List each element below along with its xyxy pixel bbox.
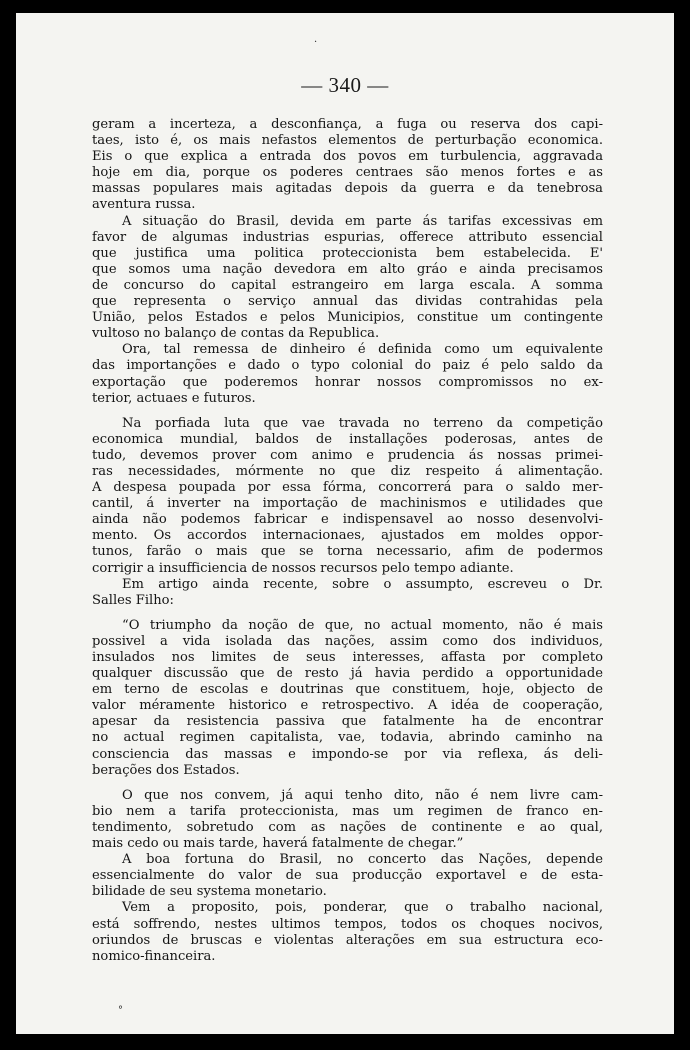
book-page <box>16 13 674 1034</box>
text-line: A boa fortuna do Brasil, no concerto das Nações, depende <box>122 852 603 868</box>
paragraph <box>92 416 603 577</box>
paragraph <box>92 577 603 609</box>
text-line: cantil, á inverter na importação de machinismos e utilidades que <box>92 496 603 512</box>
text-line: bilidade de seu systema monetario. <box>92 884 327 900</box>
text-line: mais cedo ou mais tarde, haverá fatalmente de chegar.” <box>92 836 464 852</box>
paragraph-gap <box>92 407 603 416</box>
text-line: que somos uma nação devedora em alto gráo e ainda precisamos <box>92 261 603 277</box>
text-line: insulados nos limites de seus interesses, affasta por completo <box>92 650 603 665</box>
text-line: hoje em dia, porque os poderes centraes são menos fortes e as <box>92 165 603 181</box>
text-line: exportação que poderemos honrar nossos compromissos no ex- <box>92 374 603 390</box>
text-line: terior, actuaes e futuros. <box>92 390 256 406</box>
text-line: aventura russa. <box>92 197 196 213</box>
paragraph <box>92 852 603 900</box>
text-line: tudo, devemos prover com animo e prudencia ás nossas primei- <box>92 447 603 463</box>
paragraph-gap <box>92 779 603 788</box>
paragraph <box>92 788 603 852</box>
text-line: em terno de escolas e doutrinas que constituem, hoje, objecto de <box>92 682 603 698</box>
text-line: apesar da resistencia passiva que fatalmente ha de encontrar <box>92 714 603 730</box>
body-text <box>92 117 603 965</box>
text-line: que representa o serviço annual das dividas contrahidas pela <box>92 294 603 310</box>
text-line: vultoso no balanço de contas da Republica. <box>92 326 380 342</box>
text-line: A despesa poupada por essa fórma, concorrerá para o saldo mer- <box>92 480 603 496</box>
text-line: Eis o que explica a entrada dos povos em turbulencia, aggravada <box>92 149 603 165</box>
text-line: no actual regimen capitalista, vae, todavia, abrindo caminho na <box>92 730 603 746</box>
text-line: Ora, tal remessa de dinheiro é definida como um equivalente <box>122 342 603 358</box>
text-line: geram a incerteza, a desconfiança, a fuga ou reserva dos capi- <box>92 117 603 132</box>
text-line: valor méramente historico e retrospectivo. A idéa de cooperação, <box>92 698 603 714</box>
text-line: Em artigo ainda recente, sobre o assumpto, escreveu o Dr. <box>122 576 603 592</box>
text-line: ras necessidades, mórmente no que diz respeito á alimentação. <box>92 463 603 479</box>
text-line: de concurso do capital estrangeiro em larga escala. A somma <box>92 277 603 293</box>
text-line: Na porfiada luta que vae travada no terreno da competição <box>122 415 603 431</box>
text-line: oriundos de bruscas e violentas alterações em sua estructura eco- <box>92 932 603 948</box>
text-line: das importanções e dado o typo colonial do paiz é pelo saldo da <box>92 358 603 374</box>
text-line: que justifica uma politica proteccionista bem estabelecida. E' <box>92 245 603 261</box>
text-line: qualquer discussão que de resto já havia perdido a opportunidade <box>92 666 603 682</box>
text-line: O que nos convem, já aqui tenho dito, não é nem livre cam- <box>122 787 603 803</box>
text-line: consciencia das massas e impondo-se por via reflexa, ás deli- <box>92 746 603 762</box>
text-line: nomico-financeira. <box>92 948 216 964</box>
paragraph <box>92 900 603 964</box>
text-line: União, pelos Estados e pelos Municipios, constitue um contingente <box>92 310 603 326</box>
text-line: mento. Os accordos internacionaes, ajustados em moldes oppor- <box>92 528 603 544</box>
paragraph <box>92 117 603 214</box>
text-line: bio nem a tarifa proteccionista, mas um regimen de franco en- <box>92 803 603 819</box>
text-line: possivel a vida isolada das nações, assim como dos individuos, <box>92 633 603 649</box>
text-line: essencialmente do valor de sua producção exportavel e de esta- <box>92 868 603 884</box>
text-line: Salles Filho: <box>92 592 174 608</box>
text-line: berações dos Estados. <box>92 762 240 778</box>
text-line: “O triumpho da noção de que, no actual momento, não é mais <box>122 617 603 633</box>
text-line: Vem a proposito, pois, ponderar, que o trabalho nacional, <box>122 900 603 916</box>
paragraph <box>92 214 603 343</box>
text-line: A situação do Brasil, devida em parte ás tarifas excessivas em <box>122 213 603 229</box>
page-number: — 340 — <box>301 73 389 97</box>
text-line: tendimento, sobretudo com as nações de continente e ao qual, <box>92 819 603 835</box>
text-line: massas populares mais agitadas depois da guerra e da tenebrosa <box>92 181 603 197</box>
print-speck: · <box>314 37 318 48</box>
text-line: favor de algumas industrias espurias, offerece attributo essencial <box>92 229 603 245</box>
text-line: economica mundial, baldos de installações poderosas, antes de <box>92 431 603 447</box>
paragraph-gap <box>92 609 603 618</box>
text-line: está soffrendo, nestes ultimos tempos, todos os choques nocivos, <box>92 916 603 932</box>
text-line: tunos, farão o mais que se torna necessario, afim de podermos <box>92 544 603 560</box>
text-line: taes, isto é, os mais nefastos elementos de perturbação economica. <box>92 133 603 149</box>
paragraph <box>92 342 603 406</box>
text-line: corrigir a insufficiencia de nossos recursos pelo tempo adiante. <box>92 560 514 576</box>
text-line: ainda não podemos fabricar e indispensavel ao nosso desenvolvi- <box>92 512 603 528</box>
print-speck: ° <box>118 1005 123 1016</box>
paragraph <box>92 618 603 779</box>
